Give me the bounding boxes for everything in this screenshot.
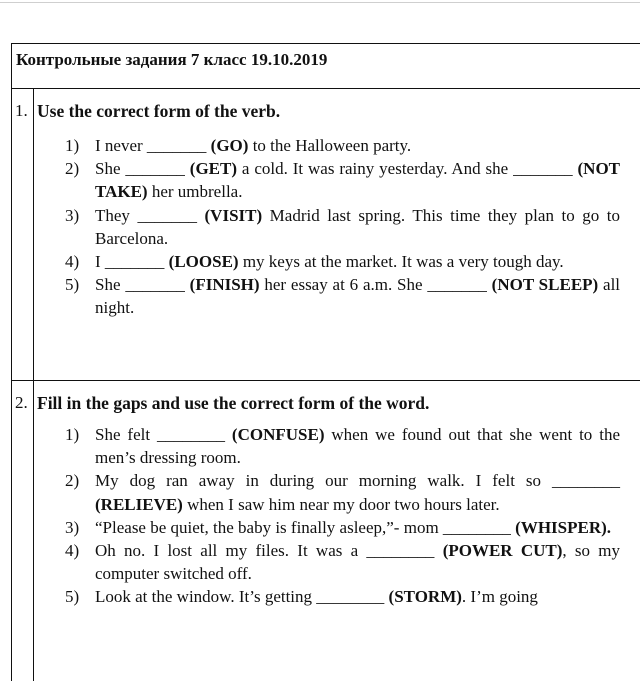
prompt-word: (FINISH) (189, 275, 260, 295)
item-text: She _______ (GET) a cold. It was rainy yesterday. And she _______ (NOT TAKE) her umbrella. (95, 159, 620, 202)
prompt-word: (POWER CUT) (442, 541, 563, 561)
prompt-word: (RELIEVE) (95, 494, 183, 514)
exercise-item (65, 423, 620, 469)
prompt-word: (GET) (189, 159, 238, 179)
task-1 (12, 89, 640, 381)
answer-blank[interactable]: _______ (146, 136, 207, 155)
answer-blank[interactable]: _______ (137, 205, 197, 225)
answer-blank[interactable]: ________ (442, 517, 511, 537)
exercise-item (65, 250, 620, 273)
prompt-word: (NOT TAKE) (95, 159, 620, 202)
item-number: 3) (65, 205, 80, 225)
answer-blank[interactable]: _______ (427, 275, 487, 295)
item-number: 5) (65, 587, 80, 607)
answer-blank[interactable]: ________ (366, 541, 435, 561)
task-heading: Use the correct form of the verb. (37, 101, 281, 121)
task-1-items (65, 134, 620, 320)
prompt-word: (LOOSE) (168, 252, 239, 272)
item-text: She felt ________ (CONFUSE) when we found out that she went to the men’s dressing room. (95, 425, 620, 468)
prompt-word: (STORM) (388, 587, 462, 607)
item-number: 3) (65, 517, 80, 537)
task-number-cell (12, 381, 34, 681)
exercise-item (65, 134, 620, 157)
item-number: 2) (65, 471, 80, 491)
exercise-item (65, 539, 620, 585)
item-number: 5) (65, 275, 80, 295)
top-divider (0, 2, 640, 3)
item-number: 1) (65, 425, 80, 444)
title-row (12, 44, 640, 89)
prompt-word: (VISIT) (204, 205, 263, 225)
item-text: Look at the window. It’s getting ________ (STORM). I’m going (95, 587, 538, 607)
item-text: She _______ (FINISH) her essay at 6 a.m. She _______ (NOT SLEEP) all night. (95, 275, 621, 318)
answer-blank[interactable]: _______ (125, 275, 185, 295)
answer-blank[interactable]: _______ (104, 252, 165, 272)
answer-blank[interactable]: ________ (316, 587, 385, 607)
item-text: “Please be quiet, the baby is finally asleep,”- mom ________ (WHISPER). (95, 517, 612, 537)
answer-blank[interactable]: _______ (513, 159, 573, 179)
item-text: I never _______ (GO) to the Halloween party. (95, 136, 412, 155)
worksheet-table (11, 43, 640, 681)
item-text: Oh no. I lost all my files. It was a ________ (POWER CUT), so my computer switched off. (95, 541, 620, 584)
prompt-word: (NOT SLEEP) (491, 275, 599, 295)
exercise-item (65, 204, 620, 250)
task-heading: Fill in the gaps and use the correct form of the word. (37, 393, 430, 413)
task-number: 2. (15, 393, 28, 412)
task-number: 1. (15, 101, 28, 120)
task-number-cell (12, 89, 34, 380)
page-title: Контрольные задания 7 класс 19.10.2019 (16, 50, 328, 69)
task-2 (12, 381, 640, 681)
exercise-item (65, 273, 620, 319)
exercise-item (65, 585, 620, 608)
exercise-item (65, 157, 620, 203)
item-text: They _______ (VISIT) Madrid last spring. This time they plan to go to Barcelona. (95, 205, 620, 248)
prompt-word: (WHISPER). (515, 517, 612, 537)
item-text: I _______ (LOOSE) my keys at the market. It was a very tough day. (95, 252, 564, 272)
prompt-word: (GO) (210, 136, 249, 155)
item-text: My dog ran away in during our morning walk. I felt so ________ (RELIEVE) when I saw him near my door two hours later. (95, 471, 620, 514)
item-number: 4) (65, 541, 80, 561)
answer-blank[interactable]: ________ (552, 471, 620, 491)
item-number: 2) (65, 159, 80, 179)
prompt-word: (CONFUSE) (231, 425, 325, 444)
answer-blank[interactable]: _______ (125, 159, 185, 179)
item-number: 4) (65, 252, 80, 272)
item-number: 1) (65, 136, 80, 155)
exercise-item (65, 516, 620, 539)
exercise-item (65, 469, 620, 515)
task-2-items (65, 423, 620, 609)
answer-blank[interactable]: ________ (157, 425, 225, 444)
